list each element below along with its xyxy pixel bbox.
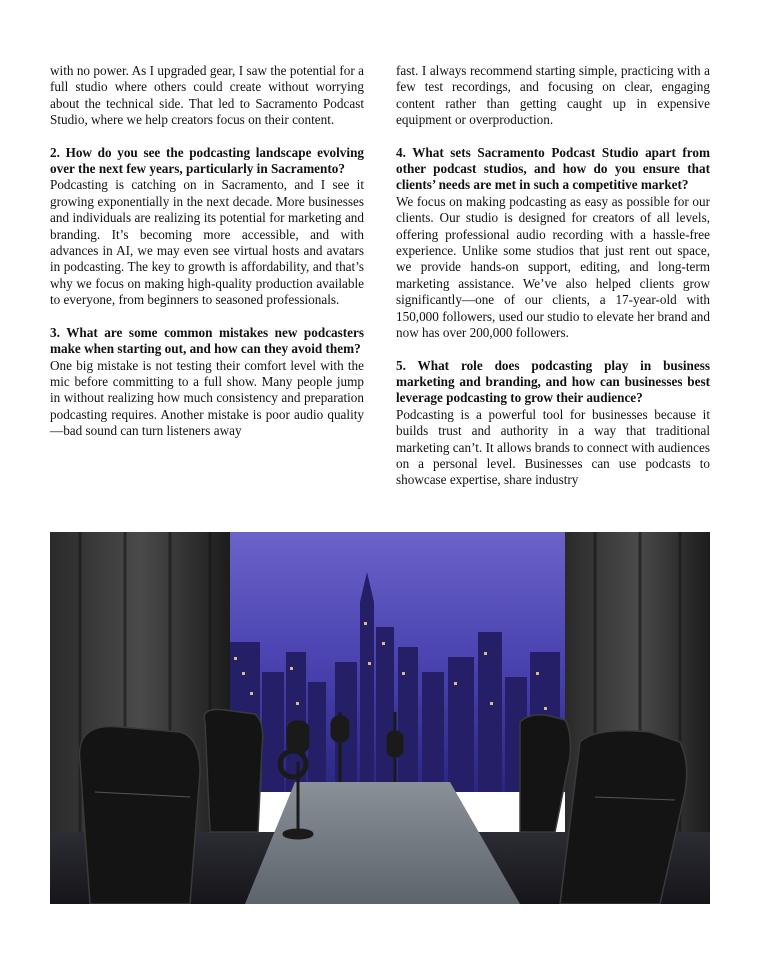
- right-column: [396, 63, 710, 489]
- studio-photo: [50, 532, 710, 904]
- answer-3-text: One big mistake is not testing their comfort level with the mic before committing to a full show. Many people jump in without realizing how much consistency and preparation podcasting requires. Another mistake is poor audio quality—bad sound can turn listeners away: [50, 357, 364, 439]
- question-5-heading: 5. What role does podcasting play in business marketing and branding, and how can businesses best leverage podcasting to grow their audience?: [396, 357, 710, 406]
- left-column: [50, 63, 364, 440]
- question-3-heading: 3. What are some common mistakes new podcasters make when starting out, and how can they avoid them?: [50, 324, 364, 357]
- answer-5-text: Podcasting is a powerful tool for businesses because it builds trust and authority in a way that traditional marketing can’t. It allows brands to connect with audiences on a personal level. Businesses can use podcasts to showcase expertise, share industry: [396, 406, 710, 488]
- answer-2-text: Podcasting is catching on in Sacramento, and I see it growing exponentially in the next decade. More businesses and individuals are realizing its potential for marketing and branding. It’s becoming more accessible, and with advances in AI, we may even see virtual hosts and avatars in podcasting. The key to growth is affordability, and that’s why we focus on making high-quality production available to everyone, from beginners to seasoned professionals.: [50, 177, 364, 308]
- answer-4-text: We focus on making podcasting as easy as possible for our clients. Our studio is designed for creators of all levels, offering professional audio recording with a hassle-free experience. Unlike some studios that just rent out space, we provide hands-on support, editing, and long-term marketing assistance. We’ve also helped clients grow significantly—one of our clients, a 17-year-old with 150,000 followers, used our studio to elevate her brand and now has over 200,000 followers.: [396, 193, 710, 341]
- intro-continued-text: with no power. As I upgraded gear, I saw the potential for a full studio where others could create without worrying about the technical side. That led to Sacramento Podcast Studio, where we help creators focus on their content.: [50, 63, 364, 128]
- question-2-heading: 2. How do you see the podcasting landscape evolving over the next few years, particularly in Sacramento?: [50, 144, 364, 177]
- answer-3-continued-text: fast. I always recommend starting simple, practicing with a few test recordings, and focusing on clear, engaging content rather than getting caught up in expensive equipment or overproduction.: [396, 63, 710, 128]
- studio-photo-illustration: [50, 532, 710, 904]
- question-4-heading: 4. What sets Sacramento Podcast Studio apart from other podcast studios, and how do you ensure that clients’ needs are met in such a competitive market?: [396, 144, 710, 193]
